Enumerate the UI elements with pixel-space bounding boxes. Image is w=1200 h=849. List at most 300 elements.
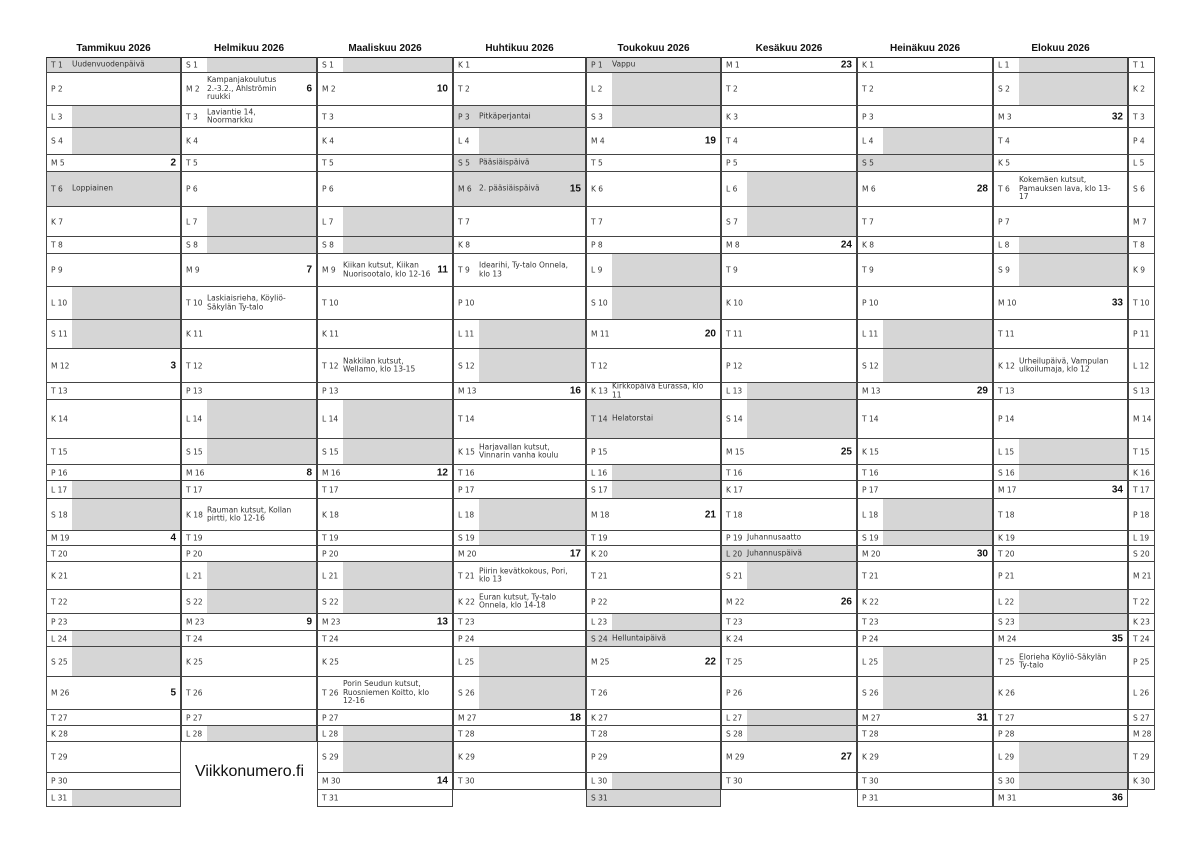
day-cell	[993, 207, 1128, 237]
day-label: T 20	[51, 549, 68, 558]
day-label: S 9	[998, 265, 1010, 275]
day-label: M 20	[458, 549, 477, 558]
day-label: P 28	[998, 729, 1015, 738]
day-label: K 24	[726, 634, 743, 643]
week-number: 31	[976, 712, 988, 723]
day-event: Laskiaisrieha, Köyliö-Säkylän Ty-talo	[207, 293, 286, 311]
day-cell	[586, 400, 721, 439]
day-cell	[453, 73, 586, 106]
day-label: P 26	[726, 688, 743, 698]
day-cell	[46, 128, 181, 155]
day-cell	[181, 677, 317, 710]
week-number: 26	[840, 596, 852, 607]
day-cell	[46, 207, 181, 237]
day-label: L 9	[591, 265, 603, 275]
day-label: P 21	[998, 571, 1015, 580]
day-cell	[721, 465, 857, 481]
day-label: T 14	[862, 414, 879, 424]
day-label: P 5	[726, 158, 738, 168]
day-label: S 22	[322, 597, 339, 606]
day-label: K 27	[591, 713, 608, 722]
day-cell	[46, 562, 181, 590]
day-cell	[453, 631, 586, 647]
day-cell	[993, 439, 1128, 465]
day-label: T 15	[1133, 447, 1150, 456]
day-label: T 5	[186, 158, 198, 168]
day-event: Kiikan kutsut, Kiikan Nuorisootalo, klo 12-16	[343, 260, 431, 278]
day-label: L 30	[591, 776, 608, 786]
day-label: M 3	[998, 112, 1012, 121]
day-label: P 9	[51, 265, 63, 275]
week-number: 14	[436, 775, 448, 787]
week-number: 34	[1111, 484, 1123, 495]
day-event: Kokemäen kutsut, Pamauksen lava, klo 13-17	[1019, 175, 1111, 202]
day-label: P 6	[322, 184, 334, 194]
day-label: T 21	[591, 571, 608, 580]
day-label: S 16	[998, 468, 1015, 477]
day-cell	[857, 172, 993, 207]
week-number: 19	[704, 135, 716, 147]
day-label: K 5	[998, 158, 1011, 168]
day-cell	[46, 790, 181, 807]
day-label: K 14	[51, 414, 68, 424]
day-cell	[317, 631, 453, 647]
day-cell	[586, 710, 721, 726]
day-label: T 15	[51, 447, 68, 456]
day-label: K 15	[458, 447, 475, 456]
day-cell	[586, 287, 721, 320]
day-cell	[453, 546, 586, 562]
day-cell	[721, 172, 857, 207]
day-label: T 17	[1133, 485, 1150, 494]
month-title: Huhtikuu 2026	[485, 43, 554, 54]
day-label: T 30	[458, 776, 475, 786]
day-label: S 13	[1133, 386, 1150, 396]
day-event: Euran kutsut, Ty-talo Onnela, klo 14-18	[479, 591, 557, 610]
day-cell	[857, 614, 993, 631]
week-number: 32	[1111, 111, 1123, 122]
day-cell	[1128, 57, 1155, 73]
day-cell	[586, 207, 721, 237]
day-cell	[181, 172, 317, 207]
day-cell	[586, 73, 721, 106]
day-cell	[1128, 73, 1155, 106]
day-cell	[586, 439, 721, 465]
day-label: L 5	[1133, 158, 1145, 168]
day-cell	[317, 614, 453, 631]
day-label: P 20	[186, 549, 203, 558]
day-cell	[181, 106, 317, 128]
day-cell	[721, 254, 857, 287]
day-label: M 10	[998, 298, 1017, 308]
day-cell	[46, 546, 181, 562]
day-cell	[46, 237, 181, 254]
day-label: M 11	[591, 329, 610, 339]
day-label: S 30	[998, 776, 1015, 786]
week-number: 33	[1111, 297, 1123, 309]
day-label: M 9	[322, 265, 336, 275]
day-cell	[993, 172, 1128, 207]
day-cell	[586, 254, 721, 287]
day-label: L 21	[186, 571, 203, 580]
day-cell	[993, 73, 1128, 106]
day-cell	[993, 155, 1128, 172]
week-number: 7	[306, 264, 312, 276]
day-label: K 16	[1133, 468, 1150, 477]
day-cell	[721, 349, 857, 383]
day-cell	[857, 287, 993, 320]
day-cell	[453, 383, 586, 400]
day-label: L 19	[1133, 533, 1150, 543]
day-label: S 4	[51, 136, 63, 146]
day-label: K 13	[591, 386, 608, 396]
day-label: L 24	[51, 634, 68, 643]
day-event: Porin Seudun kutsut, Ruosniemen Koitto, klo 12-16	[343, 679, 430, 706]
day-cell	[453, 287, 586, 320]
day-cell	[453, 128, 586, 155]
day-cell	[46, 531, 181, 546]
day-label: T 27	[998, 713, 1015, 722]
day-label: T 13	[998, 386, 1015, 396]
day-cell	[317, 57, 453, 73]
week-number: 18	[569, 712, 581, 723]
month-title: Kesäkuu 2026	[755, 43, 823, 54]
day-label: K 18	[186, 510, 203, 519]
week-number: 30	[976, 548, 988, 559]
day-cell	[317, 73, 453, 106]
day-label: T 12	[591, 361, 608, 370]
day-label: L 18	[458, 510, 475, 519]
day-label: P 22	[591, 597, 608, 606]
day-label: K 20	[591, 549, 608, 558]
day-label: P 10	[458, 298, 475, 308]
day-label: T 8	[51, 240, 63, 250]
day-label: T 27	[51, 713, 68, 722]
day-cell	[1128, 106, 1155, 128]
day-cell	[181, 465, 317, 481]
day-cell	[46, 742, 181, 773]
day-label: T 12	[322, 361, 339, 370]
day-cell	[857, 155, 993, 172]
day-label: L 27	[726, 713, 743, 722]
day-label: P 10	[862, 298, 879, 308]
day-cell	[1128, 320, 1155, 349]
day-label: S 29	[322, 752, 339, 762]
day-cell	[181, 287, 317, 320]
day-label: S 6	[1133, 184, 1145, 194]
day-label: T 29	[1133, 752, 1150, 762]
day-label: L 17	[51, 485, 68, 494]
day-label: K 11	[186, 329, 203, 339]
week-number: 10	[436, 83, 448, 95]
day-cell	[181, 499, 317, 531]
day-label: L 6	[726, 184, 738, 194]
day-label: T 9	[862, 265, 874, 275]
day-label: K 25	[186, 657, 203, 666]
day-label: S 19	[458, 533, 475, 543]
day-cell	[46, 677, 181, 710]
day-label: L 22	[998, 597, 1015, 606]
day-label: M 7	[1133, 217, 1147, 226]
day-cell	[586, 546, 721, 562]
day-label: T 10	[322, 298, 339, 308]
day-cell	[586, 383, 721, 400]
day-cell	[586, 128, 721, 155]
day-cell	[46, 254, 181, 287]
day-cell	[181, 590, 317, 614]
day-cell	[721, 546, 857, 562]
day-cell	[1128, 631, 1155, 647]
day-label: S 14	[726, 414, 743, 424]
day-cell	[857, 73, 993, 106]
day-cell	[46, 349, 181, 383]
day-label: M 4	[591, 136, 605, 146]
day-label: K 9	[1133, 265, 1146, 275]
day-cell	[993, 499, 1128, 531]
day-cell	[181, 254, 317, 287]
day-label: K 26	[998, 688, 1015, 698]
day-label: L 31	[51, 793, 68, 803]
day-label: P 29	[591, 752, 608, 762]
day-label: P 2	[51, 84, 63, 94]
day-cell	[586, 531, 721, 546]
day-cell	[1128, 287, 1155, 320]
day-label: S 1	[186, 60, 198, 70]
day-cell	[721, 631, 857, 647]
day-label: T 28	[591, 729, 608, 738]
day-label: T 2	[458, 84, 470, 94]
month-title: Elokuu 2026	[1031, 43, 1090, 54]
day-label: T 28	[862, 729, 879, 738]
day-label: M 17	[998, 485, 1017, 494]
day-cell	[46, 400, 181, 439]
day-cell	[586, 742, 721, 773]
day-label: M 27	[862, 713, 881, 722]
day-cell	[317, 481, 453, 499]
day-label: T 24	[186, 634, 203, 643]
day-label: K 3	[726, 112, 739, 121]
day-label: S 10	[591, 298, 608, 308]
day-label: P 25	[1133, 657, 1150, 666]
day-label: P 17	[862, 485, 879, 494]
day-cell	[586, 106, 721, 128]
day-label: P 16	[51, 468, 68, 477]
day-label: T 23	[862, 617, 879, 627]
day-label: L 11	[862, 329, 879, 339]
day-label: T 9	[458, 265, 470, 275]
day-cell	[453, 647, 586, 677]
day-cell	[993, 726, 1128, 742]
day-label: T 3	[322, 112, 334, 121]
day-label: P 31	[862, 793, 879, 803]
day-cell	[46, 710, 181, 726]
day-cell	[586, 481, 721, 499]
day-label: L 23	[591, 617, 608, 627]
day-cell	[857, 647, 993, 677]
day-label: S 24	[591, 634, 608, 643]
day-label: T 21	[458, 571, 475, 580]
day-label: T 22	[51, 597, 68, 606]
day-cell	[181, 128, 317, 155]
day-cell	[721, 155, 857, 172]
day-cell	[1128, 207, 1155, 237]
day-cell	[181, 237, 317, 254]
day-cell	[181, 207, 317, 237]
month-title: Toukokuu 2026	[617, 43, 690, 54]
day-cell	[993, 790, 1128, 807]
day-cell	[721, 499, 857, 531]
day-label: M 19	[51, 533, 70, 543]
week-number: 36	[1111, 792, 1123, 804]
day-label: L 14	[186, 414, 203, 424]
day-label: M 2	[186, 84, 200, 94]
day-cell	[453, 320, 586, 349]
day-label: T 9	[726, 265, 738, 275]
day-label: K 1	[458, 60, 471, 70]
day-event: Juhannusaatto	[747, 532, 802, 542]
day-cell	[46, 726, 181, 742]
day-cell	[1128, 546, 1155, 562]
week-number: 35	[1111, 633, 1123, 644]
day-event: Kampanjakoulutus 2.-3.2., Ahlströmin ruukki	[207, 75, 277, 102]
day-cell	[46, 287, 181, 320]
day-cell	[1128, 499, 1155, 531]
day-label: L 25	[458, 657, 475, 666]
day-label: M 1	[726, 60, 740, 70]
day-cell	[721, 207, 857, 237]
day-cell	[181, 439, 317, 465]
day-cell	[721, 106, 857, 128]
day-event: Rauman kutsut, Kollan pirtti, klo 12-16	[207, 504, 292, 523]
day-label: S 7	[726, 217, 738, 226]
day-label: K 7	[51, 217, 64, 226]
day-cell	[721, 439, 857, 465]
day-cell	[993, 647, 1128, 677]
day-cell	[1128, 439, 1155, 465]
day-label: T 7	[591, 217, 603, 226]
day-cell	[1128, 237, 1155, 254]
day-cell	[586, 726, 721, 742]
day-label: P 13	[186, 386, 203, 396]
week-number: 3	[170, 360, 176, 371]
day-label: L 10	[51, 298, 68, 308]
day-cell	[1128, 155, 1155, 172]
day-cell	[317, 254, 453, 287]
day-cell	[993, 562, 1128, 590]
day-label: S 25	[51, 657, 68, 666]
day-cell	[317, 320, 453, 349]
day-label: M 13	[458, 386, 477, 396]
day-cell	[453, 439, 586, 465]
day-label: T 30	[862, 776, 879, 786]
day-label: S 15	[186, 447, 203, 456]
day-label: T 26	[322, 688, 339, 698]
day-cell	[586, 499, 721, 531]
day-cell	[181, 647, 317, 677]
day-cell	[993, 320, 1128, 349]
day-label: L 14	[322, 414, 339, 424]
day-label: T 18	[998, 510, 1015, 519]
day-event: Vappu	[612, 59, 636, 69]
day-label: L 4	[862, 136, 874, 146]
day-label: T 1	[1133, 60, 1145, 70]
day-cell	[586, 590, 721, 614]
day-cell	[317, 400, 453, 439]
day-cell	[857, 128, 993, 155]
day-cell	[317, 287, 453, 320]
day-cell	[586, 172, 721, 207]
day-label: M 12	[51, 361, 70, 370]
day-label: K 8	[862, 240, 875, 250]
day-cell	[181, 614, 317, 631]
day-cell	[721, 590, 857, 614]
day-cell	[721, 562, 857, 590]
day-cell	[993, 287, 1128, 320]
day-cell	[181, 481, 317, 499]
day-label: S 26	[458, 688, 475, 698]
day-cell	[453, 57, 586, 73]
day-label: T 17	[186, 485, 203, 494]
day-cell	[993, 531, 1128, 546]
day-event: Helatorstai	[612, 413, 654, 423]
week-number: 28	[976, 183, 988, 195]
day-cell	[857, 790, 993, 807]
week-number: 11	[437, 264, 448, 276]
week-number: 12	[436, 467, 448, 478]
day-cell	[857, 546, 993, 562]
day-cell	[1128, 531, 1155, 546]
day-label: K 21	[51, 571, 68, 580]
day-cell	[1128, 400, 1155, 439]
day-label: T 23	[458, 617, 475, 627]
day-cell	[1128, 590, 1155, 614]
day-cell	[721, 287, 857, 320]
day-label: M 8	[726, 240, 740, 250]
day-label: T 4	[998, 136, 1010, 146]
day-label: T 31	[322, 793, 339, 803]
day-label: P 15	[591, 447, 608, 456]
day-cell	[453, 726, 586, 742]
day-label: T 5	[591, 158, 603, 168]
day-cell	[586, 614, 721, 631]
day-label: T 5	[322, 158, 334, 168]
week-number: 15	[569, 183, 581, 195]
day-cell	[993, 546, 1128, 562]
day-cell	[317, 710, 453, 726]
day-cell	[1128, 710, 1155, 726]
day-cell	[317, 677, 453, 710]
day-cell	[1128, 647, 1155, 677]
week-number: 5	[170, 687, 176, 699]
day-label: P 24	[458, 634, 475, 643]
week-number: 25	[840, 446, 852, 457]
day-cell	[453, 254, 586, 287]
day-cell	[857, 400, 993, 439]
day-label: P 3	[458, 112, 470, 121]
day-label: P 12	[726, 361, 743, 370]
day-cell	[857, 320, 993, 349]
day-cell	[857, 562, 993, 590]
day-cell	[317, 128, 453, 155]
day-cell	[993, 710, 1128, 726]
day-cell	[1128, 562, 1155, 590]
day-label: T 17	[322, 485, 339, 494]
day-cell	[181, 57, 317, 73]
day-label: M 30	[322, 776, 341, 786]
day-event: Piirin kevätkokous, Pori, klo 13	[479, 565, 568, 584]
day-cell	[1128, 614, 1155, 631]
day-cell	[993, 742, 1128, 773]
